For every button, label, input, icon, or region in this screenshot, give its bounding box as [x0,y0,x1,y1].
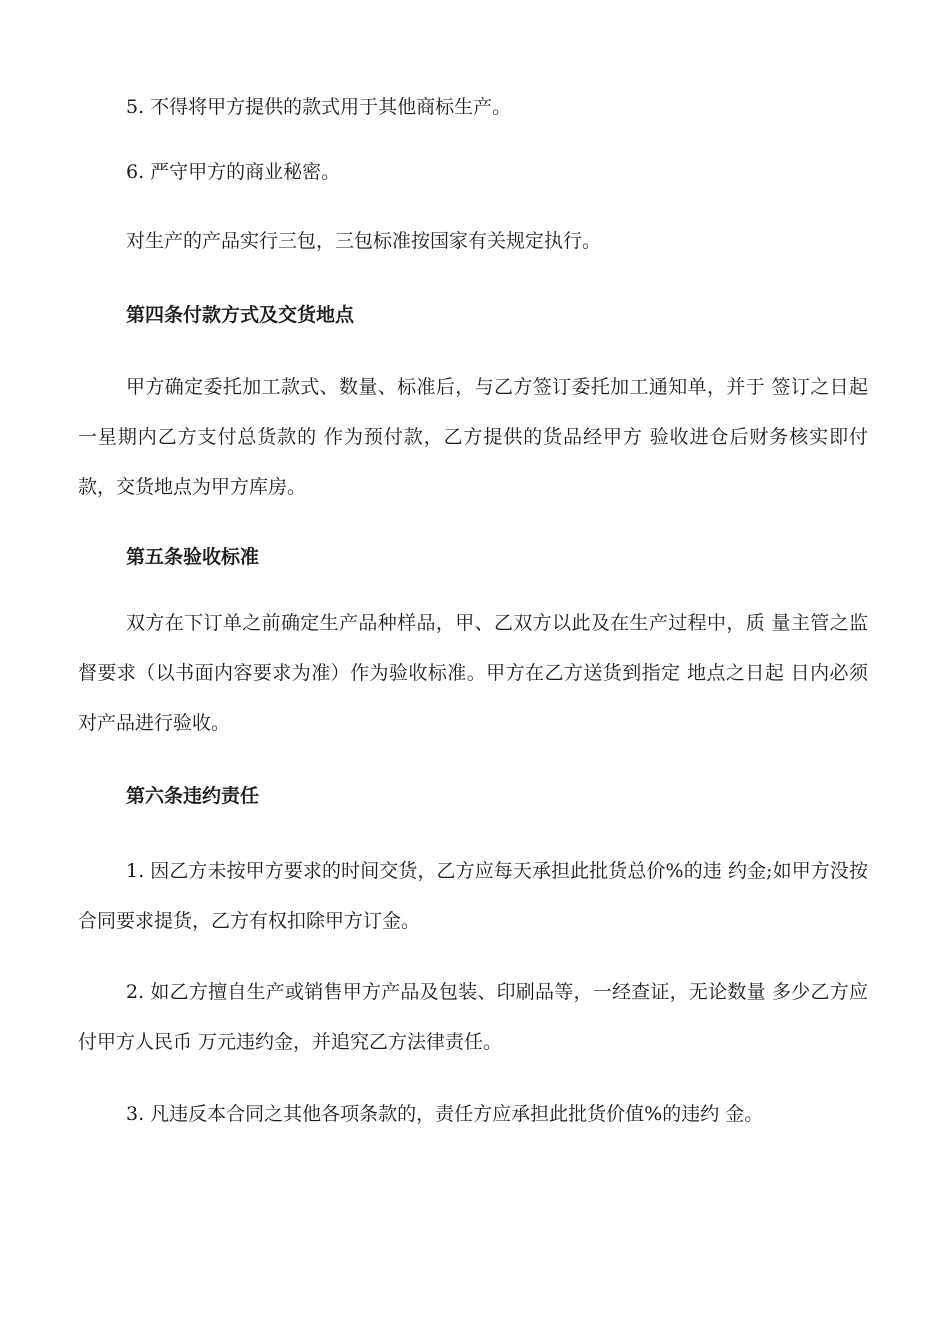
payment-paragraph: 甲方确定委托加工款式、数量、标准后，与乙方签订委托加工通知单，并于 签订之日起一星期内乙方支付总货款的 作为预付款，乙方提供的货品经甲方 验收进仓后财务核实即付款，交货地点为甲方库房。 [78,376,868,498]
clause-item-6: 6. 严守甲方的商业秘密。 [126,161,341,183]
section-heading-6: 第六条违约责任 [126,785,260,807]
clause-item-5: 5. 不得将甲方提供的款式用于其他商标生产。 [126,96,512,118]
section-heading-4: 第四条付款方式及交货地点 [126,304,355,326]
liability-item-3: 3. 凡违反本合同之其他各项条款的，责任方应承担此批货价值%的违约 金。 [126,1103,764,1125]
liability-item-1: 1. 因乙方未按甲方要求的时间交货，乙方应每天承担此批货总价%的违 约金;如甲方没按合同要求提货，乙方有权扣除甲方订金。 [78,860,868,932]
warranty-paragraph: 对生产的产品实行三包，三包标准按国家有关规定执行。 [126,230,602,252]
liability-item-2: 2. 如乙方擅自生产或销售甲方产品及包装、印刷品等，一经查证，无论数量 多少乙方应付甲方人民币 万元违约金，并追究乙方法律责任。 [78,981,868,1053]
acceptance-paragraph: 双方在下订单之前确定生产品种样品，甲、乙双方以此及在生产过程中，质 量主管之监督要求（以书面内容要求为准）作为验收标准。甲方在乙方送货到指定 地点之日起 日内必须对产品进行验收。 [78,612,868,734]
section-heading-5: 第五条验收标准 [126,546,260,568]
